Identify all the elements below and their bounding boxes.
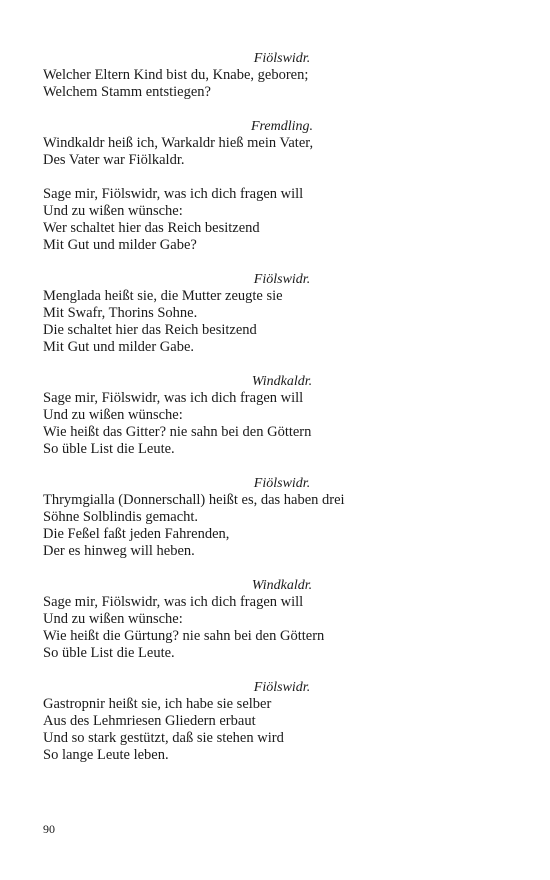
stanza-5 [43, 373, 503, 458]
speaker-label: Windkaldr. [251, 374, 313, 389]
verse-line: Windkaldr heiß ich, Warkaldr hieß mein Vater, [43, 135, 314, 151]
stanza-4 [43, 271, 503, 356]
verse-line: Mit Gut und milder Gabe? [43, 237, 197, 253]
verse-line: Aus des Lehmriesen Gliedern erbaut [43, 713, 256, 729]
stanza-3 [43, 186, 503, 254]
speaker-label: Fiölswidr. [253, 272, 311, 287]
verse-line: Welchem Stamm entstiegen? [43, 84, 211, 100]
stanza-2 [43, 118, 503, 169]
stanza-7 [43, 577, 503, 662]
verse-line: Und zu wißen wünsche: [43, 203, 183, 219]
speaker-label: Windkaldr. [251, 578, 313, 593]
verse-line: Der es hinweg will heben. [43, 543, 195, 559]
verse-line: Und so stark gestützt, daß sie stehen wird [43, 730, 284, 746]
speaker-label: Fiölswidr. [253, 680, 311, 695]
verse-line: Die Feßel faßt jeden Fahrenden, [43, 526, 230, 542]
verse-line: Wie heißt die Gürtung? nie sahn bei den Göttern [43, 628, 325, 644]
verse-line: Sage mir, Fiölswidr, was ich dich fragen will [43, 594, 304, 610]
verse-line: Söhne Solblindis gemacht. [43, 509, 199, 525]
speaker-label: Fremdling. [250, 119, 314, 134]
verse-line: Mit Gut und milder Gabe. [43, 339, 195, 355]
verse-line: Wer schaltet hier das Reich besitzend [43, 220, 260, 236]
stanza-8 [43, 679, 503, 764]
speaker-label: Fiölswidr. [253, 476, 311, 491]
verse-line: Und zu wißen wünsche: [43, 611, 183, 627]
verse-line: So lange Leute leben. [43, 747, 169, 763]
verse-line: So üble List die Leute. [43, 645, 175, 661]
speaker-label: Fiölswidr. [253, 51, 311, 66]
verse-line: Welcher Eltern Kind bist du, Knabe, geboren; [43, 67, 309, 83]
verse-line: Die schaltet hier das Reich besitzend [43, 322, 257, 338]
verse-line: Und zu wißen wünsche: [43, 407, 183, 423]
verse-line: So üble List die Leute. [43, 441, 175, 457]
verse-line: Sage mir, Fiölswidr, was ich dich fragen will [43, 186, 304, 202]
stanza-6 [43, 475, 503, 560]
verse-line: Gastropnir heißt sie, ich habe sie selber [43, 696, 272, 712]
verse-line: Sage mir, Fiölswidr, was ich dich fragen will [43, 390, 304, 406]
poem-page [43, 50, 503, 781]
verse-line: Thrymgialla (Donnerschall) heißt es, das haben drei [43, 492, 345, 508]
verse-line: Wie heißt das Gitter? nie sahn bei den Göttern [43, 424, 312, 440]
page-number: 90 [43, 822, 55, 836]
verse-line: Menglada heißt sie, die Mutter zeugte sie [43, 288, 283, 304]
stanza-1 [43, 50, 503, 101]
verse-line: Des Vater war Fiölkaldr. [43, 152, 185, 168]
verse-line: Mit Swafr, Thorins Sohne. [43, 305, 198, 321]
